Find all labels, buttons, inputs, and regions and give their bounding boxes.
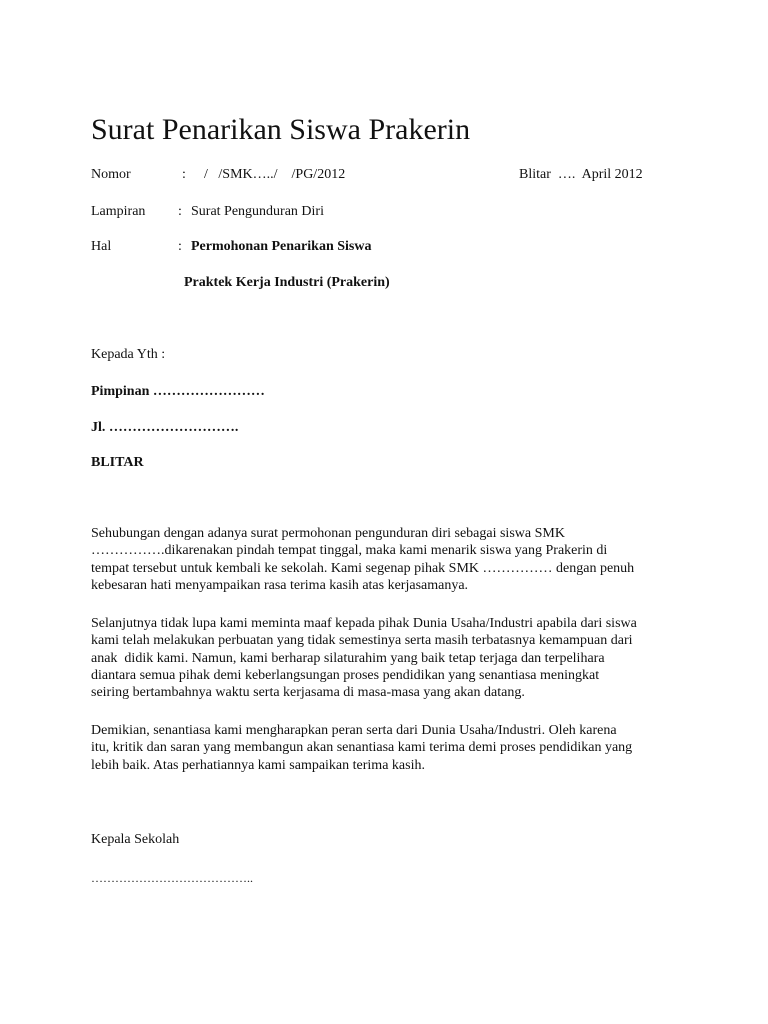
paragraph-apology [91, 615, 691, 701]
paragraph-line: diantara semua pihak demi keberlangsungan proses pendidikan yang senantiasa meningkat [91, 667, 600, 683]
paragraph-opening [91, 525, 691, 594]
paragraph-line: kami telah melakukan perbuatan yang tidak semestinya serta masih terbatasnya kemampuan dari [91, 633, 633, 649]
signer-title: Kepala Sekolah [91, 832, 180, 847]
lampiran-colon: : [178, 204, 182, 219]
nomor-label: Nomor [91, 167, 131, 182]
paragraph-line: tempat tersebut untuk kembali ke sekolah. Kami segenap pihak SMK …………… dengan penuh [91, 560, 635, 576]
addressee-city: BLITAR [91, 455, 144, 470]
letter-date: Blitar …. April 2012 [519, 167, 643, 182]
paragraph-line: …………….dikarenakan pindah tempat tinggal, maka kami menarik siswa yang Prakerin di [91, 543, 608, 559]
letter-title: Surat Penarikan Siswa Prakerin [91, 113, 471, 146]
paragraph-line: lebih baik. Atas perhatiannya kami sampaikan terima kasih. [91, 757, 425, 773]
paragraph-line: kebesaran hati menyampaikan rasa terima kasih atas kerjasamanya. [91, 577, 469, 593]
paragraph-line: seiring bertambahnya waktu serta kerjasama di masa-masa yang akan datang. [91, 685, 525, 701]
addressee-street: Jl. ………………………. [91, 420, 239, 435]
paragraph-line: anak didik kami. Namun, kami berharap silaturahim yang baik tetap terjaga dan terpelihara [91, 650, 605, 666]
paragraph-line: Selanjutnya tidak lupa kami meminta maaf kepada pihak Dunia Usaha/Industri apabila dari siswa [91, 616, 637, 631]
signature-line: ………………………………….. [91, 871, 253, 885]
hal-subject-line1: Permohonan Penarikan Siswa [191, 239, 372, 254]
hal-label: Hal [91, 239, 112, 254]
hal-subject-line2: Praktek Kerja Industri (Prakerin) [184, 275, 390, 290]
hal-colon: : [178, 239, 182, 254]
paragraph-line: itu, kritik dan saran yang membangun akan senantiasa kami terima demi proses pendidikan yang [91, 740, 633, 756]
addressee-greeting: Kepada Yth : [91, 347, 166, 362]
nomor-colon: : [182, 167, 186, 182]
lampiran-label: Lampiran [91, 204, 146, 219]
addressee-name: Pimpinan …………………… [91, 384, 265, 399]
paragraph-line: Demikian, senantiasa kami mengharapkan peran serta dari Dunia Usaha/Industri. Oleh karena [91, 723, 617, 738]
nomor-value: / /SMK…../ /PG/2012 [204, 167, 346, 182]
lampiran-value: Surat Pengunduran Diri [191, 204, 324, 219]
paragraph-line: Sehubungan dengan adanya surat permohonan pengunduran diri sebagai siswa SMK [91, 526, 565, 541]
paragraph-closing [91, 722, 691, 774]
